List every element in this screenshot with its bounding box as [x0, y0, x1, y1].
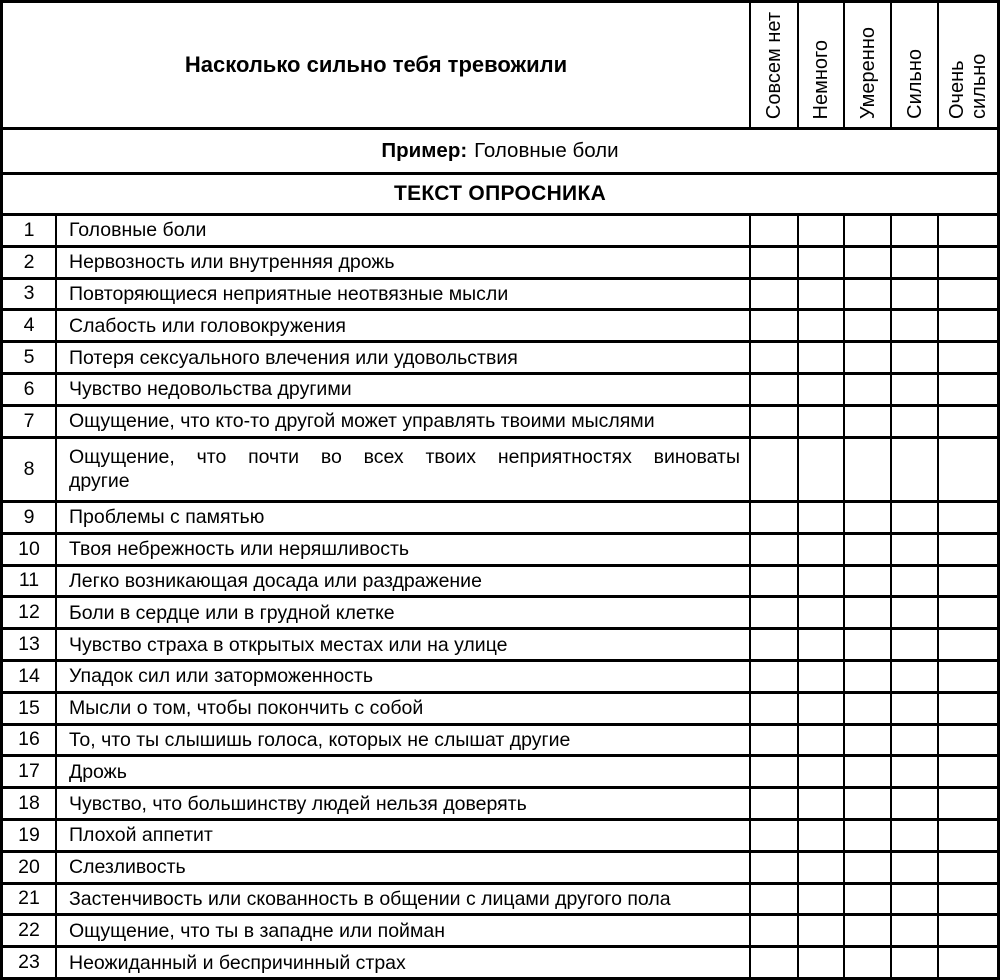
answer-cell-a-little[interactable] — [799, 821, 843, 850]
answer-cell-moderately[interactable] — [845, 821, 890, 850]
answer-cell-strongly[interactable] — [892, 598, 937, 627]
item-number: 9 — [3, 503, 55, 532]
answer-cell-a-little[interactable] — [799, 662, 843, 691]
answer-cell-very-strongly[interactable] — [939, 694, 997, 723]
answer-cell-very-strongly[interactable] — [939, 757, 997, 786]
answer-cell-strongly[interactable] — [892, 280, 937, 309]
item-text: Повторяющиеся неприятные неотвязные мысли — [57, 280, 749, 309]
answer-cell-moderately[interactable] — [845, 248, 890, 277]
answer-cell-strongly[interactable] — [892, 216, 937, 245]
item-text: Потеря сексуального влечения или удовольствия — [57, 343, 749, 372]
item-number: 11 — [3, 567, 55, 596]
answer-cell-strongly[interactable] — [892, 916, 937, 945]
rating-header-moderately — [845, 3, 890, 127]
answer-cell-strongly[interactable] — [892, 948, 937, 977]
answer-cell-not-at-all[interactable] — [751, 567, 797, 596]
item-text: Плохой аппетит — [57, 821, 749, 850]
answer-cell-not-at-all[interactable] — [751, 630, 797, 659]
item-text: Твоя небрежность или неряшливость — [57, 535, 749, 564]
answer-cell-not-at-all[interactable] — [751, 757, 797, 786]
item-number: 7 — [3, 407, 55, 436]
answer-cell-very-strongly[interactable] — [939, 503, 997, 532]
rating-header-very-strongly-label: Очень сильно — [946, 53, 990, 119]
answer-cell-moderately[interactable] — [845, 439, 890, 500]
item-number: 5 — [3, 343, 55, 372]
item-number: 23 — [3, 948, 55, 977]
answer-cell-very-strongly[interactable] — [939, 853, 997, 882]
answer-cell-moderately[interactable] — [845, 503, 890, 532]
answer-cell-a-little[interactable] — [799, 216, 843, 245]
item-number: 3 — [3, 280, 55, 309]
answer-cell-very-strongly[interactable] — [939, 343, 997, 372]
answer-cell-not-at-all[interactable] — [751, 439, 797, 500]
item-text: Ощущение, что ты в западне или пойман — [57, 916, 749, 945]
answer-cell-moderately[interactable] — [845, 662, 890, 691]
answer-cell-not-at-all[interactable] — [751, 375, 797, 404]
header-title: Насколько сильно тебя тревожили — [3, 3, 749, 127]
item-number: 2 — [3, 248, 55, 277]
item-number: 1 — [3, 216, 55, 245]
answer-cell-a-little[interactable] — [799, 248, 843, 277]
answer-cell-moderately[interactable] — [845, 567, 890, 596]
item-text: Дрожь — [57, 757, 749, 786]
rating-header-a-little — [799, 3, 843, 127]
rating-header-a-little-label: Немного — [810, 39, 832, 119]
answer-cell-not-at-all[interactable] — [751, 343, 797, 372]
answer-cell-very-strongly[interactable] — [939, 630, 997, 659]
answer-cell-strongly[interactable] — [892, 694, 937, 723]
answer-cell-moderately[interactable] — [845, 694, 890, 723]
answer-cell-moderately[interactable] — [845, 789, 890, 818]
answer-cell-strongly[interactable] — [892, 375, 937, 404]
answer-cell-a-little[interactable] — [799, 789, 843, 818]
answer-cell-strongly[interactable] — [892, 662, 937, 691]
example-label: Пример: — [381, 139, 468, 162]
answer-cell-strongly[interactable] — [892, 757, 937, 786]
example-row — [3, 130, 997, 172]
answer-cell-not-at-all[interactable] — [751, 885, 797, 914]
item-number: 10 — [3, 535, 55, 564]
answer-cell-moderately[interactable] — [845, 311, 890, 340]
answer-cell-very-strongly[interactable] — [939, 439, 997, 500]
item-text: Слезливость — [57, 853, 749, 882]
answer-cell-strongly[interactable] — [892, 821, 937, 850]
answer-cell-very-strongly[interactable] — [939, 248, 997, 277]
answer-cell-strongly[interactable] — [892, 789, 937, 818]
item-number: 18 — [3, 789, 55, 818]
answer-cell-moderately[interactable] — [845, 948, 890, 977]
example-text: Головные боли — [474, 139, 619, 162]
answer-cell-strongly[interactable] — [892, 439, 937, 500]
answer-cell-moderately[interactable] — [845, 853, 890, 882]
answer-cell-moderately[interactable] — [845, 407, 890, 436]
answer-cell-very-strongly[interactable] — [939, 311, 997, 340]
answer-cell-a-little[interactable] — [799, 726, 843, 755]
item-number: 13 — [3, 630, 55, 659]
answer-cell-very-strongly[interactable] — [939, 280, 997, 309]
answer-cell-strongly[interactable] — [892, 885, 937, 914]
answer-cell-not-at-all[interactable] — [751, 948, 797, 977]
answer-cell-very-strongly[interactable] — [939, 567, 997, 596]
answer-cell-moderately[interactable] — [845, 343, 890, 372]
item-text: Проблемы с памятью — [57, 503, 749, 532]
answer-cell-very-strongly[interactable] — [939, 407, 997, 436]
item-number: 19 — [3, 821, 55, 850]
answer-cell-very-strongly[interactable] — [939, 662, 997, 691]
answer-cell-a-little[interactable] — [799, 916, 843, 945]
item-number: 6 — [3, 375, 55, 404]
answer-cell-not-at-all[interactable] — [751, 535, 797, 564]
example-line — [381, 139, 618, 163]
answer-cell-a-little[interactable] — [799, 567, 843, 596]
item-number: 21 — [3, 885, 55, 914]
rating-header-very-strongly — [939, 3, 997, 127]
answer-cell-a-little[interactable] — [799, 343, 843, 372]
answer-cell-strongly[interactable] — [892, 853, 937, 882]
answer-cell-moderately[interactable] — [845, 535, 890, 564]
answer-cell-strongly[interactable] — [892, 343, 937, 372]
answer-cell-moderately[interactable] — [845, 885, 890, 914]
answer-cell-not-at-all[interactable] — [751, 662, 797, 691]
answer-cell-a-little[interactable] — [799, 439, 843, 500]
item-text: Легко возникающая досада или раздражение — [57, 567, 749, 596]
answer-cell-very-strongly[interactable] — [939, 789, 997, 818]
rating-header-moderately-label: Умеренно — [856, 26, 879, 119]
answer-cell-not-at-all[interactable] — [751, 280, 797, 309]
item-text: Ощущение, что почти во всех твоих неприятностях виноваты другие — [57, 439, 749, 500]
answer-cell-very-strongly[interactable] — [939, 821, 997, 850]
item-number: 16 — [3, 726, 55, 755]
item-text: Нервозность или внутренняя дрожь — [57, 248, 749, 277]
section-title: ТЕКСТ ОПРОСНИКА — [3, 175, 997, 213]
item-text: Чувство недовольства другими — [57, 375, 749, 404]
item-number: 17 — [3, 757, 55, 786]
item-number: 12 — [3, 598, 55, 627]
answer-cell-not-at-all[interactable] — [751, 821, 797, 850]
item-text: Упадок сил или заторможенность — [57, 662, 749, 691]
answer-cell-strongly[interactable] — [892, 503, 937, 532]
answer-cell-a-little[interactable] — [799, 407, 843, 436]
rating-header-not-at-all — [751, 3, 797, 127]
item-text: Чувство страха в открытых местах или на улице — [57, 630, 749, 659]
answer-cell-a-little[interactable] — [799, 757, 843, 786]
rating-header-strongly — [892, 3, 937, 127]
answer-cell-a-little[interactable] — [799, 948, 843, 977]
answer-cell-moderately[interactable] — [845, 916, 890, 945]
item-text: Ощущение, что кто-то другой может управлять твоими мыслями — [57, 407, 749, 436]
item-text: То, что ты слышишь голоса, которых не слышат другие — [57, 726, 749, 755]
answer-cell-not-at-all[interactable] — [751, 789, 797, 818]
answer-cell-very-strongly[interactable] — [939, 216, 997, 245]
item-text: Застенчивость или скованность в общении с лицами другого пола — [57, 885, 749, 914]
answer-cell-not-at-all[interactable] — [751, 598, 797, 627]
answer-cell-moderately[interactable] — [845, 598, 890, 627]
answer-cell-a-little[interactable] — [799, 885, 843, 914]
answer-cell-strongly[interactable] — [892, 567, 937, 596]
item-number: 14 — [3, 662, 55, 691]
rating-header-strongly-label: Сильно — [903, 49, 926, 119]
answer-cell-a-little[interactable] — [799, 503, 843, 532]
item-number: 8 — [3, 439, 55, 500]
answer-cell-not-at-all[interactable] — [751, 216, 797, 245]
answer-cell-not-at-all[interactable] — [751, 916, 797, 945]
item-text: Чувство, что большинству людей нельзя доверять — [57, 789, 749, 818]
answer-cell-moderately[interactable] — [845, 726, 890, 755]
answer-cell-a-little[interactable] — [799, 311, 843, 340]
answer-cell-moderately[interactable] — [845, 280, 890, 309]
answer-cell-not-at-all[interactable] — [751, 726, 797, 755]
answer-cell-not-at-all[interactable] — [751, 853, 797, 882]
answer-cell-a-little[interactable] — [799, 535, 843, 564]
answer-cell-moderately[interactable] — [845, 630, 890, 659]
answer-cell-very-strongly[interactable] — [939, 916, 997, 945]
answer-cell-moderately[interactable] — [845, 216, 890, 245]
answer-cell-moderately[interactable] — [845, 757, 890, 786]
answer-cell-not-at-all[interactable] — [751, 503, 797, 532]
answer-cell-very-strongly[interactable] — [939, 535, 997, 564]
answer-cell-strongly[interactable] — [892, 630, 937, 659]
answer-cell-strongly[interactable] — [892, 248, 937, 277]
answer-cell-strongly[interactable] — [892, 311, 937, 340]
answer-cell-strongly[interactable] — [892, 726, 937, 755]
rating-header-not-at-all-label: Совсем нет — [763, 11, 785, 119]
answer-cell-strongly[interactable] — [892, 407, 937, 436]
item-text: Мысли о том, чтобы покончить с собой — [57, 694, 749, 723]
answer-cell-a-little[interactable] — [799, 280, 843, 309]
answer-cell-very-strongly[interactable] — [939, 948, 997, 977]
item-text: Головные боли — [57, 216, 749, 245]
item-number: 4 — [3, 311, 55, 340]
answer-cell-strongly[interactable] — [892, 535, 937, 564]
answer-cell-a-little[interactable] — [799, 375, 843, 404]
answer-cell-very-strongly[interactable] — [939, 885, 997, 914]
answer-cell-not-at-all[interactable] — [751, 694, 797, 723]
answer-cell-not-at-all[interactable] — [751, 248, 797, 277]
answer-cell-a-little[interactable] — [799, 694, 843, 723]
answer-cell-very-strongly[interactable] — [939, 726, 997, 755]
item-text: Слабость или головокружения — [57, 311, 749, 340]
item-number: 20 — [3, 853, 55, 882]
item-text: Неожиданный и беспричинный страх — [57, 948, 749, 977]
answer-cell-very-strongly[interactable] — [939, 375, 997, 404]
answer-cell-a-little[interactable] — [799, 630, 843, 659]
item-number: 22 — [3, 916, 55, 945]
answer-cell-not-at-all[interactable] — [751, 407, 797, 436]
answer-cell-a-little[interactable] — [799, 598, 843, 627]
item-number: 15 — [3, 694, 55, 723]
item-text: Боли в сердце или в грудной клетке — [57, 598, 749, 627]
answer-cell-a-little[interactable] — [799, 853, 843, 882]
answer-cell-not-at-all[interactable] — [751, 311, 797, 340]
answer-cell-very-strongly[interactable] — [939, 598, 997, 627]
answer-cell-moderately[interactable] — [845, 375, 890, 404]
